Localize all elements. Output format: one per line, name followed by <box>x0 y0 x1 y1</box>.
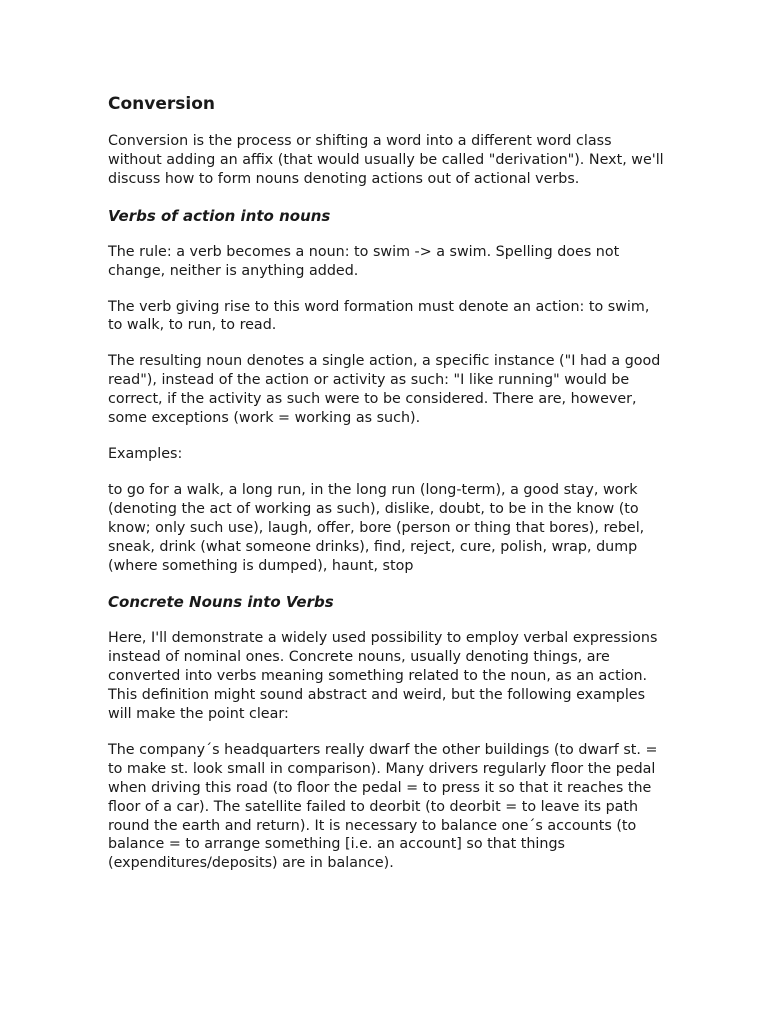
verb-action-paragraph: The verb giving rise to this word formation must denote an action: to swim, to walk, to run, to read. <box>108 298 650 334</box>
document-page <box>108 93 668 890</box>
resulting-noun-paragraph: The resulting noun denotes a single action, a specific instance ("I had a good read"), instead of the action or activity as such: "I like running" would be correct, if the activity as such were to be considered. There are, however, some exceptions (work = working as such). <box>108 353 661 427</box>
section-heading-verbs-into-nouns: Verbs of action into nouns <box>108 206 331 225</box>
examples-paragraph: to go for a walk, a long run, in the long run (long-term), a good stay, work (denoting the act of working as such), dislike, doubt, to be in the know (to know; only such use), laugh, offer, bore (person or thing that bores), rebel, sneak, drink (what someone drinks), find, reject, cure, polish, wrap, dump (where something is dumped), haunt, stop <box>108 481 645 574</box>
section-heading-nouns-into-verbs: Concrete Nouns into Verbs <box>108 593 334 612</box>
concrete-nouns-paragraph: Here, I'll demonstrate a widely used possibility to employ verbal expressions instead of nominal ones. Concrete nouns, usually denoting things, are converted into verbs meaning something related to the noun, as an action. This definition might sound abstract and weird, but the following examples will make the point clear: <box>108 630 658 723</box>
company-examples-paragraph: The company´s headquarters really dwarf the other buildings (to dwarf st. = to make st. look small in comparison). Many drivers regularly floor the pedal when driving this road (to floor the pedal = to press it so that it reaches the floor of a car). The satellite failed to deorbit (to deorbit = to leave its path round the earth and return). It is necessary to balance one´s accounts (to balance = to arrange something [i.e. an account] so that things (expenditures/deposits) are in balance). <box>108 741 658 872</box>
page-title: Conversion <box>108 94 215 114</box>
rule-paragraph: The rule: a verb becomes a noun: to swim -> a swim. Spelling does not change, neither is anything added. <box>108 243 620 279</box>
examples-label: Examples: <box>108 445 183 462</box>
intro-paragraph: Conversion is the process or shifting a word into a different word class without adding an affix (that would usually be called "derivation"). Next, we'll discuss how to form nouns denoting actions out of actional verbs. <box>108 133 664 187</box>
